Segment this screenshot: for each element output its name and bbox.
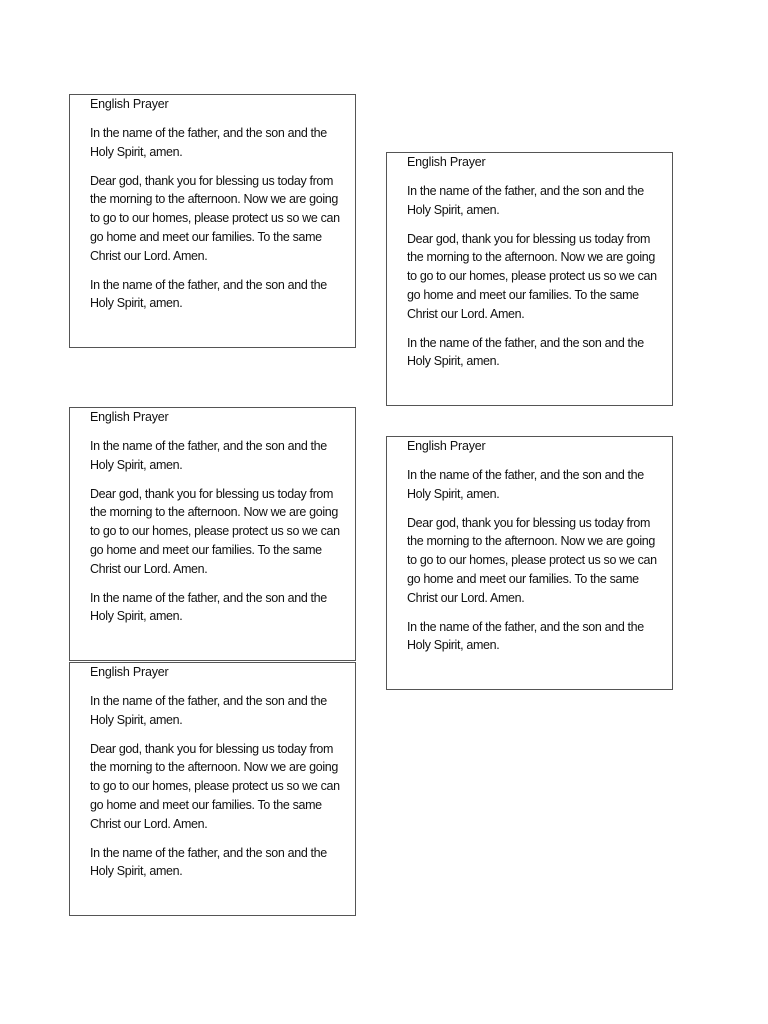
opening-invocation: In the name of the father, and the son and the Holy Spirit, amen. bbox=[90, 694, 327, 727]
card-title: English Prayer bbox=[90, 97, 169, 111]
card-title: English Prayer bbox=[407, 155, 486, 169]
opening-invocation: In the name of the father, and the son and the Holy Spirit, amen. bbox=[90, 439, 327, 472]
closing-invocation: In the name of the father, and the son and the Holy Spirit, amen. bbox=[407, 335, 644, 369]
prayer-body: Dear god, thank you for blessing us today from the morning to the afternoon. Now we are going to go to our homes, please protect us so we can go home and meet our families. To the same Christ our Lord. Amen. bbox=[90, 486, 340, 576]
closing-invocation: In the name of the father, and the son and the Holy Spirit, amen. bbox=[90, 590, 327, 624]
prayer-body: Dear god, thank you for blessing us today from the morning to the afternoon. Now we are going to go to our homes, please protect us so we can go home and meet our families. To the same Christ our Lord. Amen. bbox=[90, 741, 340, 831]
card-title: English Prayer bbox=[90, 665, 169, 679]
prayer-card bbox=[69, 407, 356, 661]
prayer-card bbox=[386, 152, 673, 406]
closing-invocation: In the name of the father, and the son and the Holy Spirit, amen. bbox=[90, 845, 327, 879]
prayer-card bbox=[69, 662, 356, 916]
prayer-card bbox=[386, 436, 673, 690]
opening-invocation: In the name of the father, and the son and the Holy Spirit, amen. bbox=[407, 468, 644, 501]
prayer-card bbox=[69, 94, 356, 348]
closing-invocation: In the name of the father, and the son and the Holy Spirit, amen. bbox=[90, 277, 327, 311]
prayer-body: Dear god, thank you for blessing us today from the morning to the afternoon. Now we are going to go to our homes, please protect us so we can go home and meet our families. To the same Christ our Lord. Amen. bbox=[407, 515, 657, 605]
closing-invocation: In the name of the father, and the son and the Holy Spirit, amen. bbox=[407, 619, 644, 653]
opening-invocation: In the name of the father, and the son and the Holy Spirit, amen. bbox=[90, 126, 327, 159]
prayer-body: Dear god, thank you for blessing us today from the morning to the afternoon. Now we are going to go to our homes, please protect us so we can go home and meet our families. To the same Christ our Lord. Amen. bbox=[90, 173, 340, 263]
prayer-body: Dear god, thank you for blessing us today from the morning to the afternoon. Now we are going to go to our homes, please protect us so we can go home and meet our families. To the same Christ our Lord. Amen. bbox=[407, 231, 657, 321]
opening-invocation: In the name of the father, and the son and the Holy Spirit, amen. bbox=[407, 184, 644, 217]
card-title: English Prayer bbox=[90, 410, 169, 424]
card-title: English Prayer bbox=[407, 439, 486, 453]
